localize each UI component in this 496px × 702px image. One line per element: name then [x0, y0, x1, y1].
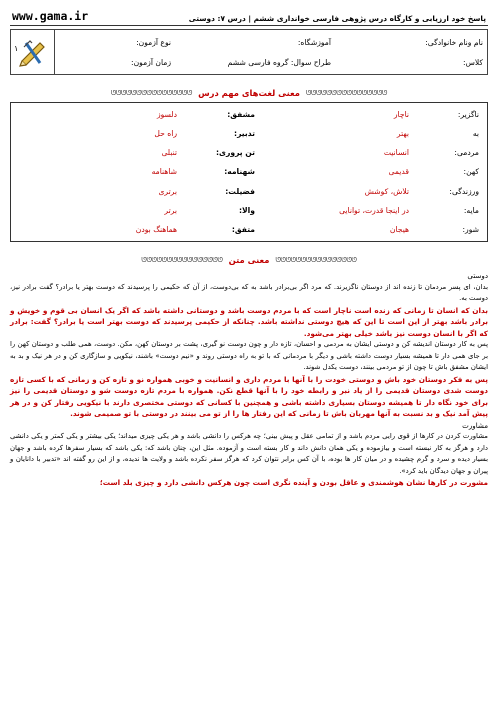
exam-type-label: نوع آزمون:: [136, 37, 171, 47]
designer-label: طراح سوال: گروه فارسی ششم: [227, 57, 331, 67]
meaning-paragraph: مشورت در کارها نشان هوشمندی و عاقل بودن و آینده نگری است چون هرکس دانشی دارد و چیزی بلد است؛: [99, 478, 488, 487]
vocab-row: [11, 124, 487, 143]
ornament-right: ᘎᘎᘎᘎᘎᘎᘎᘎᘎᘎᘎᘎᘎᘎᘎᘎ: [305, 88, 388, 97]
ornament-left: ᘎᘎᘎᘎᘎᘎᘎᘎᘎᘎᘎᘎᘎᘎᘎᘎ: [110, 88, 193, 97]
site-url[interactable]: www.gama.ir: [12, 9, 89, 23]
vocab-meaning: ناچار: [393, 110, 409, 120]
page-number: ۱: [14, 44, 19, 53]
vocab-table: [10, 102, 488, 242]
vocab-meaning: هیجان: [389, 224, 409, 234]
vocab-meaning: برتر: [164, 205, 177, 215]
vocab-word: به: [472, 129, 479, 139]
vocab-word: فضیلت:: [225, 186, 255, 196]
vocab-meaning: برتری: [158, 186, 177, 196]
ornament-right: ᘎᘎᘎᘎᘎᘎᘎᘎᘎᘎᘎᘎᘎᘎᘎᘎ: [275, 255, 357, 264]
meaning-paragraph: پس به فکر دوستان خود باش و دوستی خودت را با آنها با مردم داری و انسانیت و خوبی همواره نو و تازه کن و زمانی که با کسی تازه دوست شدی دوستان قدیمی را از یاد نبر و رابطه خود را با آنها قطع نکن. همواره با مردم تازه دوست شو و دوستان قدیمی را نیز برای خود نگاه دار تا همیشه دوستان بسیاری داشته باشی و همچنین با کسانی که دوستی مختصری دارند با نیکویی رفتار کن و در هر پیش آمد نیک و بد نسبت به آنها مهربان باش تا زمانی که این رفتار ها را از تو می بینند در دوستی با تو صمیمی شوند.: [10, 374, 488, 418]
info-column-exam: [55, 30, 175, 74]
logo-box: [11, 30, 55, 74]
vocab-word: متفق:: [231, 224, 255, 234]
vocab-meaning: تلاش، کوشش: [364, 186, 409, 196]
vocab-word: والا:: [238, 205, 255, 215]
vocab-word: شهنامه:: [224, 167, 255, 177]
vocab-meaning: انسانیت: [383, 148, 409, 158]
vocab-word: تن پروری:: [216, 148, 255, 158]
vocab-row: [11, 143, 487, 162]
vocab-row: [11, 182, 487, 201]
lesson-text: [10, 270, 488, 489]
vocab-row: [11, 201, 487, 220]
vocab-meaning: قدیمی: [388, 167, 409, 177]
meaning-paragraph: بدان که انسان تا زمانی که زنده است ناچار است که با مردم دوست باشد و دوستانی داشته باشد که اگر یک انسان بی قوم و خویش و برادر باشد بهتر از این است تا این که هیچ دوستی نداشته باشد. چنانکه از حکیمی پرسیدند که دوست بهتر است یا برادر؟ گفت: برادر که اگر با انسان دوست نیز باشد خیلی بهتر می‌شود.: [10, 305, 488, 338]
pencil-ruler-logo-icon: [18, 37, 48, 67]
vocab-meaning: راه حل: [154, 129, 177, 139]
lesson-title: پاسخ خود ارزیابی و کارگاه درس پژوهی فارسی خوانداری ششم | درس ۷: دوستی: [188, 14, 486, 23]
worksheet-page: [10, 10, 488, 698]
exam-time-label: زمان آزمون:: [131, 57, 171, 67]
vocab-row: [11, 162, 487, 181]
vocab-word: تدبیر:: [234, 129, 255, 139]
text-section-title: [10, 254, 488, 266]
vocab-meaning: تنبلی: [161, 148, 177, 158]
vocab-meaning: شاهنامه: [151, 167, 177, 177]
name-label: نام ونام خانوادگی:: [425, 37, 483, 47]
vocab-word: مردمی:: [454, 148, 479, 158]
class-label: کلاس:: [463, 57, 483, 67]
vocab-row: [11, 220, 487, 239]
original-text-paragraph: پس به کار دوستان اندیشه کن و دوستی ایشان به مردمی و احسان، تازه دار و چون دوست نو گیری، پشت بر دوستان کهن، مکن. دوست، همی طلب و دوستان کهن را بر جای همی دار تا همیشه بسیار دوست داشته باشی و دیگر با مردمانی که با تو به راه دوستی روند و «نیم دوست» باشند، نیکویی و سازگاری کن و در هر نیک و بد به ایشان مشفق باش تا چون از تو مردمی بینند، دوست یکدل شوند.: [10, 340, 488, 371]
vocab-word: ورزندگی:: [449, 186, 479, 196]
vocab-word: کهن:: [463, 167, 479, 177]
vocab-word: ناگزیر:: [457, 110, 479, 120]
friendship-heading: دوستی: [467, 271, 488, 280]
info-column-school: [175, 30, 335, 74]
vocab-title-text: معنی لغت‌های مهم درس: [198, 88, 300, 98]
vocab-section-title: [10, 87, 488, 99]
vocab-word: مایه:: [463, 205, 479, 215]
vocab-meaning: دلسوز: [156, 110, 177, 120]
info-column-student: [335, 30, 487, 74]
original-text-paragraph: بدان، ای پسر مردمان تا زنده اند از دوستان ناگزیرند. که مرد اگر بی‌برادر باشد به که بی‌دوست، از آن که حکیمی را پرسیدند که دوست بهتر یا برادر؟ گفت برادر نیز، دوست به.: [10, 282, 488, 302]
vocab-meaning: هماهنگ بودن: [135, 224, 177, 234]
top-header: [10, 10, 488, 26]
original-text-paragraph: مشاورت کردن در کارها از قوی رایی مردم باشد و از تمامی عقل و پیش بینی؛ چه هرکس را دانشی باشد و هر یکی چیزی میداند؛ یکی بیشتر و یکی کمتر و یکی دانشی دارد و هرگز به کار نبسته است و بیازموده و یکی همان دانش داند و کار بسته است و آزموده. مثل این، چنان باشد که: یکی باشد که بسیار سفرها کرده باشد و جهان بسیار دیده و سرد و گرم چشیده و در میان کار ها بوده، با آن کس برابر نتوان کرد که هرگز سفر نکرده باشد و ولایت ها ندیده، و از این رو گفته اند «تدبیر با دانایان و پیران و جهان دیدگان باید کرد».: [10, 432, 488, 475]
vocab-meaning: در اینجا قدرت، توانایی: [339, 205, 409, 215]
vocab-meaning: بهتر: [396, 129, 409, 139]
vocab-row: [11, 105, 487, 124]
vocab-word: مشفق:: [227, 110, 255, 120]
ornament-left: ᘎᘎᘎᘎᘎᘎᘎᘎᘎᘎᘎᘎᘎᘎᘎᘎ: [141, 255, 223, 264]
vocab-word: شور:: [462, 224, 479, 234]
student-info-box: [10, 29, 488, 75]
text-title-text: معنی متن: [228, 255, 270, 265]
consultation-heading: مشاورت: [462, 420, 488, 430]
school-label: آموزشگاه:: [297, 37, 331, 47]
